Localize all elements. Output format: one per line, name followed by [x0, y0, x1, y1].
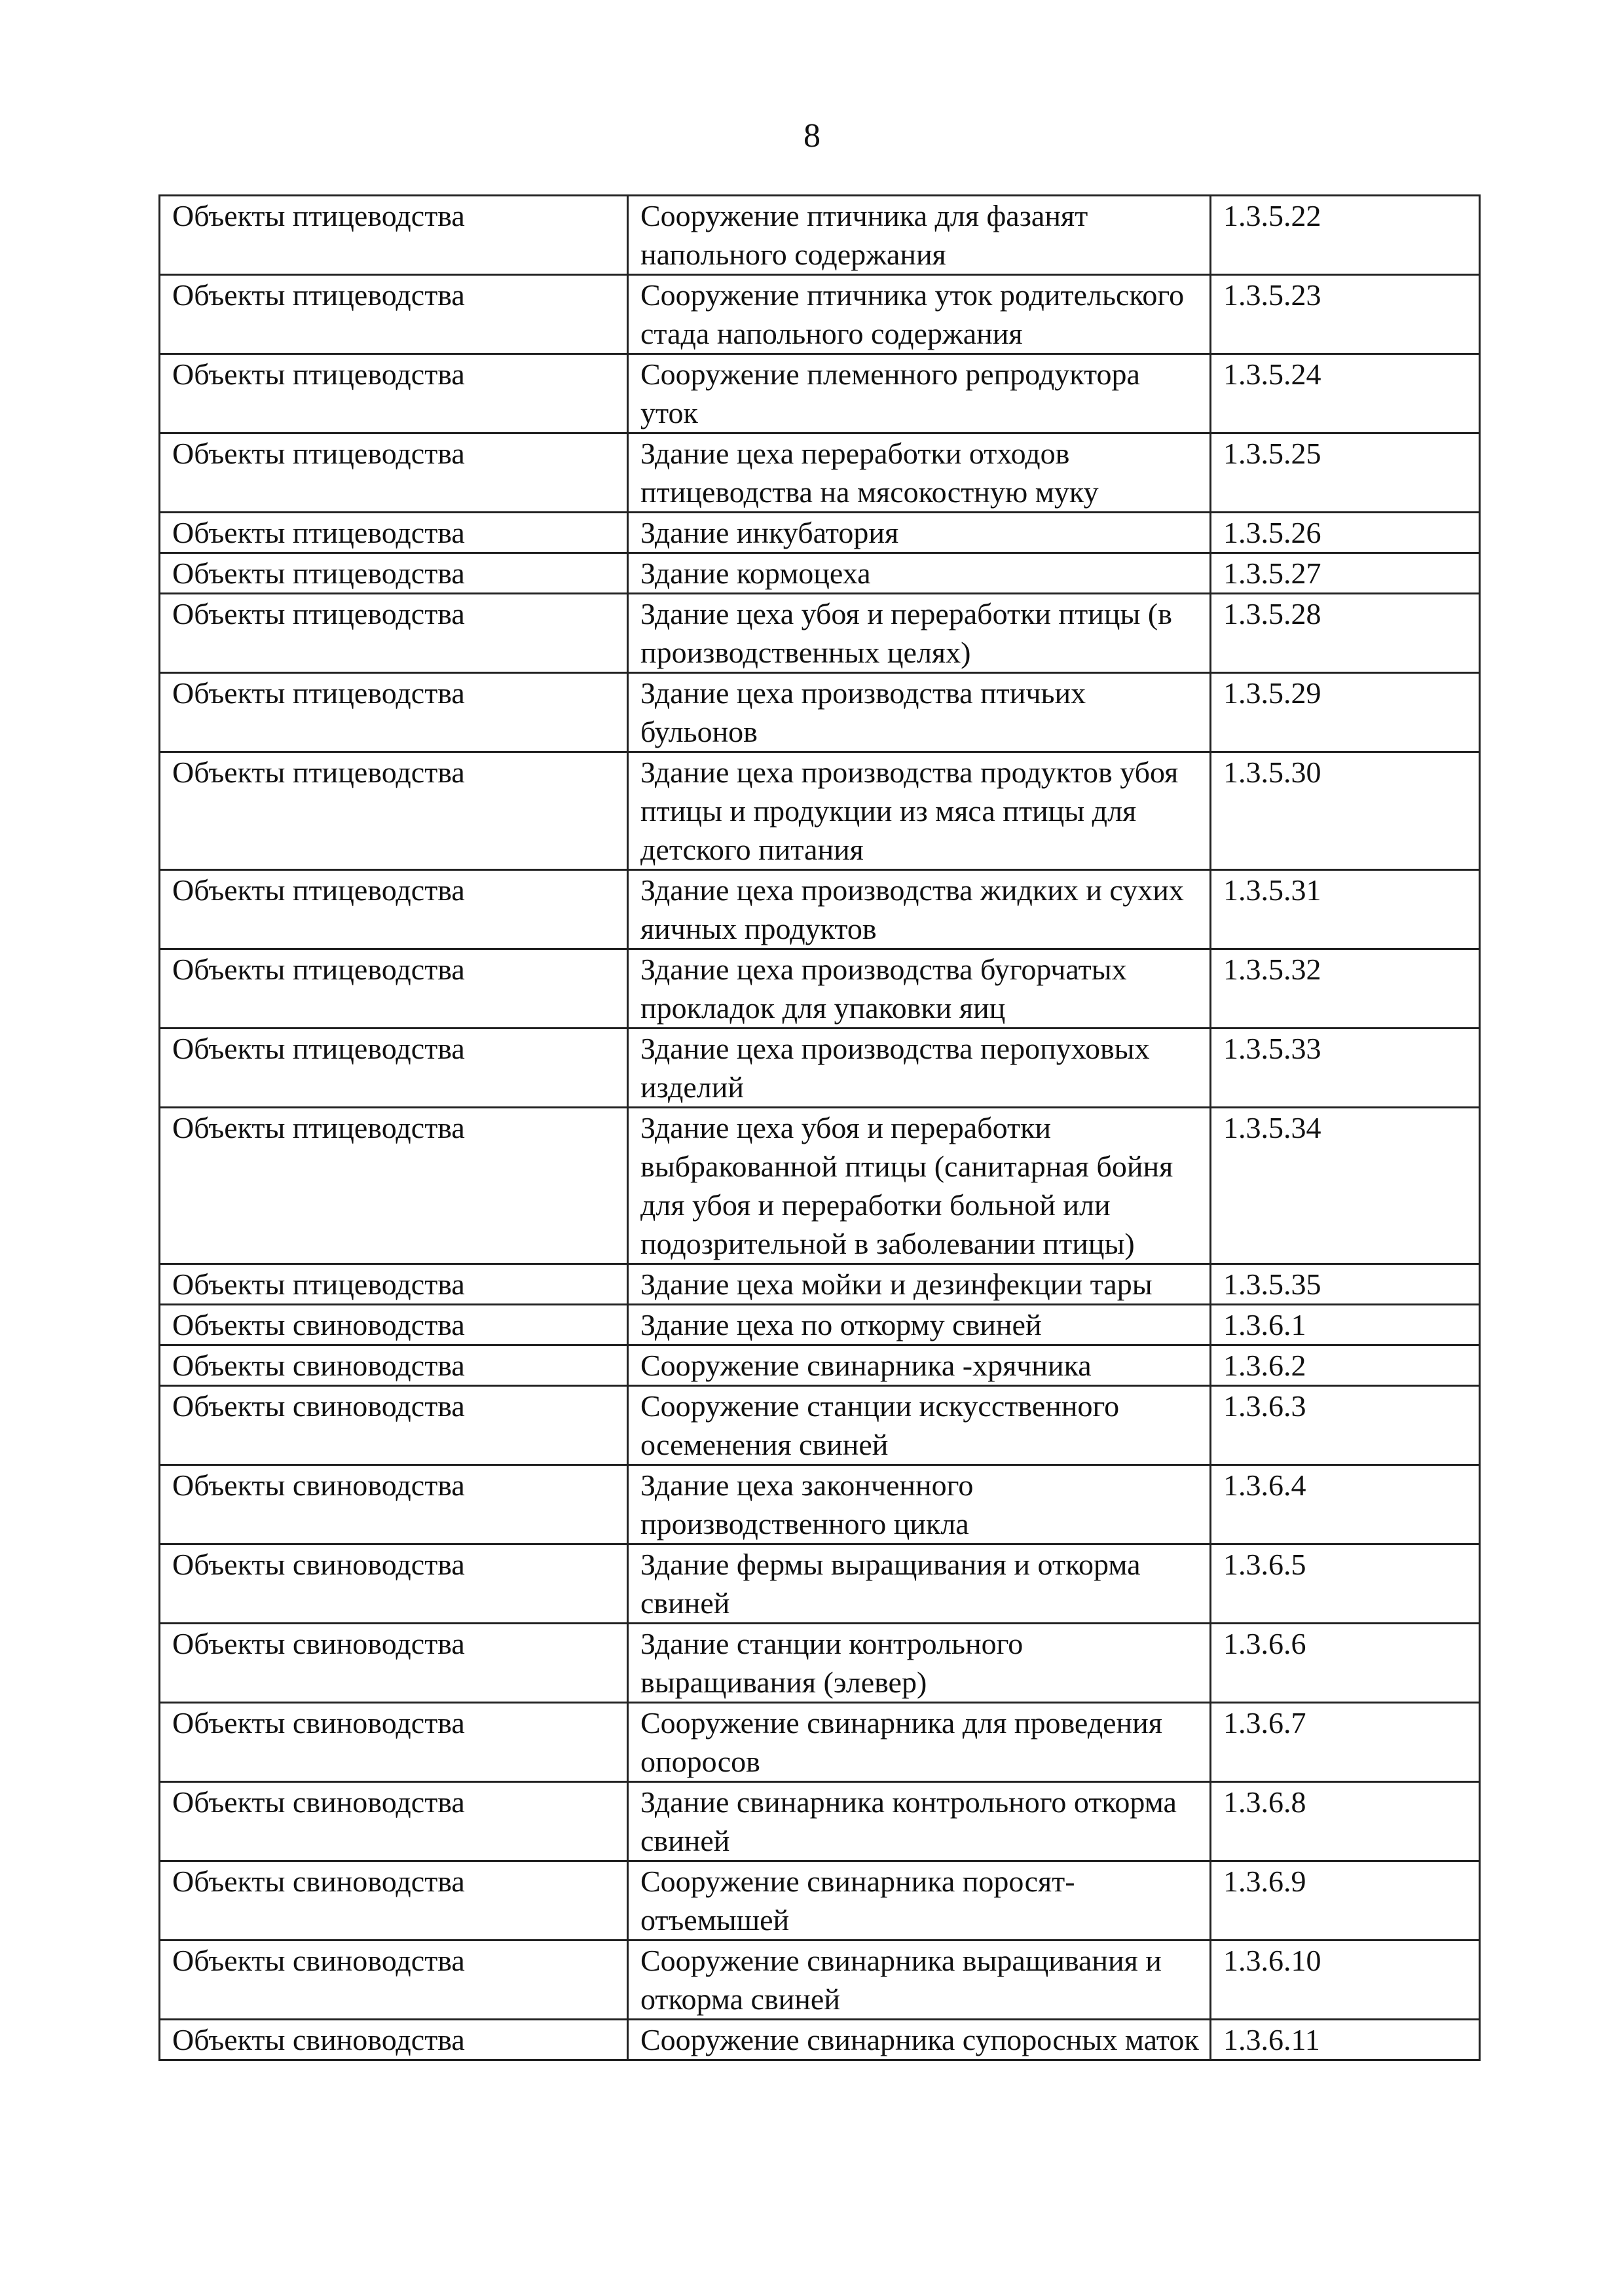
code-cell: 1.3.5.27 — [1211, 553, 1480, 594]
table-row — [160, 196, 1480, 275]
object-name-cell: Здание цеха переработки отходов птицеводства на мясокостную муку — [628, 433, 1211, 513]
table-row — [160, 949, 1480, 1029]
object-name-cell: Здание цеха мойки и дезинфекции тары — [628, 1264, 1211, 1305]
code-cell: 1.3.6.7 — [1211, 1703, 1480, 1782]
code-cell: 1.3.5.28 — [1211, 594, 1480, 673]
code-cell: 1.3.6.9 — [1211, 1861, 1480, 1941]
code-cell: 1.3.6.8 — [1211, 1782, 1480, 1861]
table-row — [160, 1465, 1480, 1544]
category-cell: Объекты птицеводства — [160, 354, 628, 433]
category-cell: Объекты свиноводства — [160, 1465, 628, 1544]
table-row — [160, 1544, 1480, 1624]
category-cell: Объекты птицеводства — [160, 433, 628, 513]
table-row — [160, 433, 1480, 513]
objects-table — [158, 194, 1481, 2061]
table-row — [160, 1703, 1480, 1782]
code-cell: 1.3.5.33 — [1211, 1029, 1480, 1108]
code-cell: 1.3.6.3 — [1211, 1386, 1480, 1465]
code-cell: 1.3.5.26 — [1211, 513, 1480, 553]
code-cell: 1.3.5.34 — [1211, 1108, 1480, 1264]
code-cell: 1.3.6.4 — [1211, 1465, 1480, 1544]
object-name-cell: Здание цеха законченного производственного цикла — [628, 1465, 1211, 1544]
table-row — [160, 1305, 1480, 1345]
table-row — [160, 673, 1480, 752]
category-cell: Объекты свиноводства — [160, 1782, 628, 1861]
category-cell: Объекты птицеводства — [160, 752, 628, 870]
code-cell: 1.3.5.22 — [1211, 196, 1480, 275]
object-name-cell: Здание инкубатория — [628, 513, 1211, 553]
code-cell: 1.3.6.5 — [1211, 1544, 1480, 1624]
category-cell: Объекты птицеводства — [160, 673, 628, 752]
object-name-cell: Здание кормоцеха — [628, 553, 1211, 594]
category-cell: Объекты птицеводства — [160, 870, 628, 949]
code-cell: 1.3.6.10 — [1211, 1941, 1480, 2020]
table-row — [160, 594, 1480, 673]
category-cell: Объекты птицеводства — [160, 275, 628, 354]
code-cell: 1.3.5.23 — [1211, 275, 1480, 354]
table-row — [160, 1264, 1480, 1305]
table-row — [160, 1624, 1480, 1703]
code-cell: 1.3.6.2 — [1211, 1345, 1480, 1386]
category-cell: Объекты птицеводства — [160, 949, 628, 1029]
object-name-cell: Здание цеха производства жидких и сухих яичных продуктов — [628, 870, 1211, 949]
table-body — [160, 196, 1480, 2060]
object-name-cell: Здание цеха производства бугорчатых прокладок для упаковки яиц — [628, 949, 1211, 1029]
object-name-cell: Здание цеха производства продуктов убоя птицы и продукции из мяса птицы для детского питания — [628, 752, 1211, 870]
category-cell: Объекты свиноводства — [160, 1861, 628, 1941]
object-name-cell: Здание цеха производства птичьих бульонов — [628, 673, 1211, 752]
object-name-cell: Здание свинарника контрольного откорма свиней — [628, 1782, 1211, 1861]
table-row — [160, 1108, 1480, 1264]
object-name-cell: Сооружение свинарника супоросных маток — [628, 2020, 1211, 2060]
category-cell: Объекты свиноводства — [160, 1305, 628, 1345]
table-row — [160, 1861, 1480, 1941]
code-cell: 1.3.5.29 — [1211, 673, 1480, 752]
table-row — [160, 513, 1480, 553]
object-name-cell: Сооружение свинарника выращивания и откорма свиней — [628, 1941, 1211, 2020]
table-row — [160, 275, 1480, 354]
category-cell: Объекты свиноводства — [160, 1624, 628, 1703]
page-number: 8 — [803, 117, 821, 155]
category-cell: Объекты птицеводства — [160, 1108, 628, 1264]
object-name-cell: Сооружение свинарника для проведения опоросов — [628, 1703, 1211, 1782]
category-cell: Объекты птицеводства — [160, 196, 628, 275]
category-cell: Объекты свиноводства — [160, 1941, 628, 2020]
object-name-cell: Здание цеха производства перопуховых изделий — [628, 1029, 1211, 1108]
object-name-cell: Сооружение станции искусственного осеменения свиней — [628, 1386, 1211, 1465]
code-cell: 1.3.5.25 — [1211, 433, 1480, 513]
object-name-cell: Здание цеха убоя и переработки птицы (в производственных целях) — [628, 594, 1211, 673]
category-cell: Объекты птицеводства — [160, 594, 628, 673]
code-cell: 1.3.5.31 — [1211, 870, 1480, 949]
object-name-cell: Здание цеха по откорму свиней — [628, 1305, 1211, 1345]
code-cell: 1.3.5.30 — [1211, 752, 1480, 870]
category-cell: Объекты свиноводства — [160, 1345, 628, 1386]
code-cell: 1.3.6.11 — [1211, 2020, 1480, 2060]
code-cell: 1.3.6.6 — [1211, 1624, 1480, 1703]
category-cell: Объекты свиноводства — [160, 1386, 628, 1465]
object-name-cell: Сооружение племенного репродуктора уток — [628, 354, 1211, 433]
code-cell: 1.3.5.35 — [1211, 1264, 1480, 1305]
object-name-cell: Сооружение свинарника -хрячника — [628, 1345, 1211, 1386]
code-cell: 1.3.6.1 — [1211, 1305, 1480, 1345]
object-name-cell: Сооружение птичника для фазанят напольного содержания — [628, 196, 1211, 275]
code-cell: 1.3.5.32 — [1211, 949, 1480, 1029]
category-cell: Объекты птицеводства — [160, 1029, 628, 1108]
category-cell: Объекты свиноводства — [160, 1544, 628, 1624]
table-row — [160, 1386, 1480, 1465]
object-name-cell: Здание станции контрольного выращивания (элевер) — [628, 1624, 1211, 1703]
table-row — [160, 870, 1480, 949]
object-name-cell: Здание цеха убоя и переработки выбракованной птицы (санитарная бойня для убоя и переработки больной или подозрительной в заболевании птицы) — [628, 1108, 1211, 1264]
category-cell: Объекты птицеводства — [160, 1264, 628, 1305]
category-cell: Объекты свиноводства — [160, 1703, 628, 1782]
category-cell: Объекты птицеводства — [160, 553, 628, 594]
object-name-cell: Здание фермы выращивания и откорма свиней — [628, 1544, 1211, 1624]
table-row — [160, 1345, 1480, 1386]
table-row — [160, 752, 1480, 870]
table-row — [160, 354, 1480, 433]
category-cell: Объекты свиноводства — [160, 2020, 628, 2060]
table-row — [160, 2020, 1480, 2060]
object-name-cell: Сооружение птичника уток родительского стада напольного содержания — [628, 275, 1211, 354]
table-row — [160, 1941, 1480, 2020]
category-cell: Объекты птицеводства — [160, 513, 628, 553]
code-cell: 1.3.5.24 — [1211, 354, 1480, 433]
table-row — [160, 1782, 1480, 1861]
object-name-cell: Сооружение свинарника поросят-отъемышей — [628, 1861, 1211, 1941]
table-row — [160, 1029, 1480, 1108]
table-row — [160, 553, 1480, 594]
